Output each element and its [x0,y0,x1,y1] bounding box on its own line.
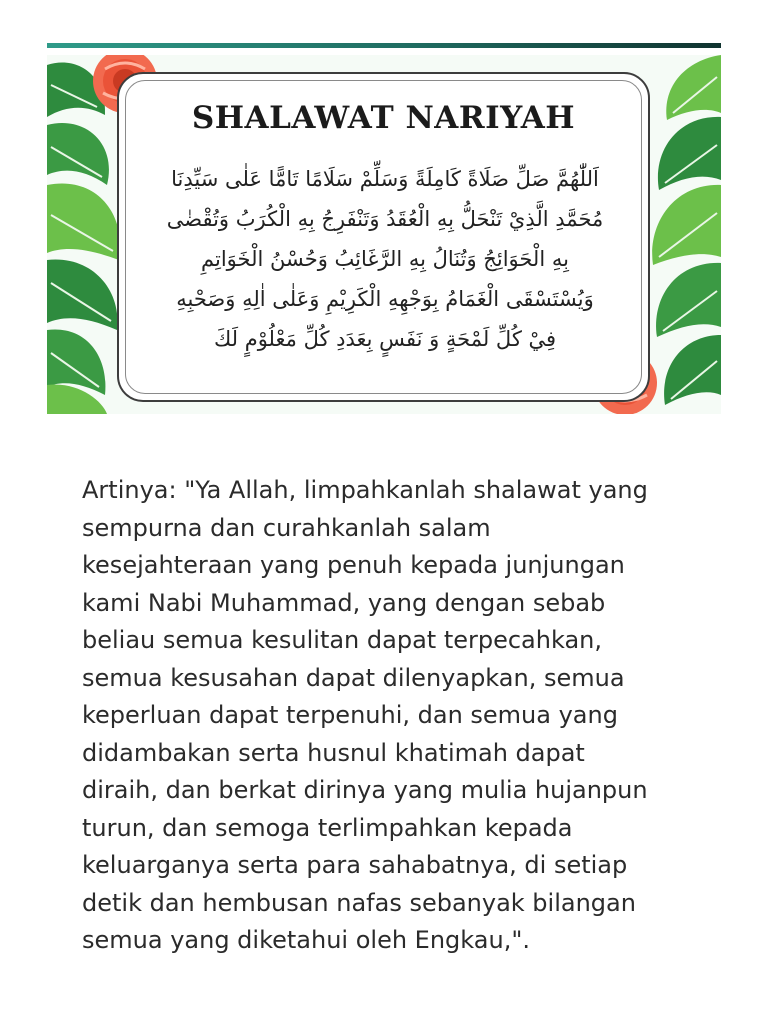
translation-line: kami Nabi Muhammad, yang dengan sebab [82,588,606,617]
translation-line: diraih, dan berkat dirinya yang mulia hujanpun [82,776,648,804]
translation-line: detik dan hembusan nafas sebanyak bilangan [82,888,636,917]
translation-line: keperluan dapat terpenuhi, dan semua yang [82,701,618,729]
left-foliage [47,62,120,414]
arabic-line: فِيْ كُلِّ لَمْحَةٍ وَ نَفَسٍ بِعَدَدِ كُلِّ مَعْلُوْمٍ لَكَ [213,327,557,351]
translation-line: semua kesusahan dapat dilenyapkan, semua [82,663,625,692]
translation-line: keluarganya serta para sahabatnya, di setiap [82,851,628,879]
palm-leaf-icon [666,55,721,120]
monstera-leaf-icon [652,185,721,265]
palm-leaf-icon [658,117,721,190]
arabic-line: بِهِ الْحَوَائِجُ وَتُنَالُ بِهِ الرَّغَائِبُ وَحُسْنُ الْخَوَاتِمِ [201,247,569,271]
translation-line: turun, dan semoga terlimpahkan kepada [82,813,573,842]
top-divider-rule [47,43,721,48]
arabic-line: وَيُسْتَسْقَى الْغَمَامُ بِوَجْهِهِ الْكَرِيْمِ وَعَلٰى اٰلِهِ وَصَحْبِهِ [176,287,594,311]
arabic-line: اَللّٰهُمَّ صَلِّ صَلَاةً كَامِلَةً وَسَلِّمْ سَلَامًا تَامًّا عَلٰى سَيِّدِنَا [171,167,599,191]
palm-leaf-icon [664,335,721,405]
arabic-line: مُحَمَّدِ الَّذِيْ تَنْحَلُّ بِهِ الْعُقَدُ وَتَنْفَرِجُ بِهِ الْكُرَبُ وَتُقْضٰى [166,207,604,231]
translation-line: semua yang diketahui oleh Engkau,". [82,926,530,954]
arabic-prayer-text [145,159,625,359]
prayer-title: SHALAWAT NARIYAH [191,100,576,136]
right-foliage [652,55,721,405]
shalawat-banner-image [47,55,721,414]
palm-leaf-icon [656,263,721,337]
translation-line: Artinya: "Ya Allah, limpahkanlah shalawat yang [82,476,648,504]
translation-line: sempurna dan curahkanlah salam [82,513,491,542]
translation-line: beliau semua kesulitan dapat terpecahkan, [82,626,602,654]
translation-line: kesejahteraan yang penuh kepada junjungan [82,551,625,579]
translation-paragraph [82,472,702,960]
translation-line: didambakan serta husnul khatimah dapat [82,738,585,767]
